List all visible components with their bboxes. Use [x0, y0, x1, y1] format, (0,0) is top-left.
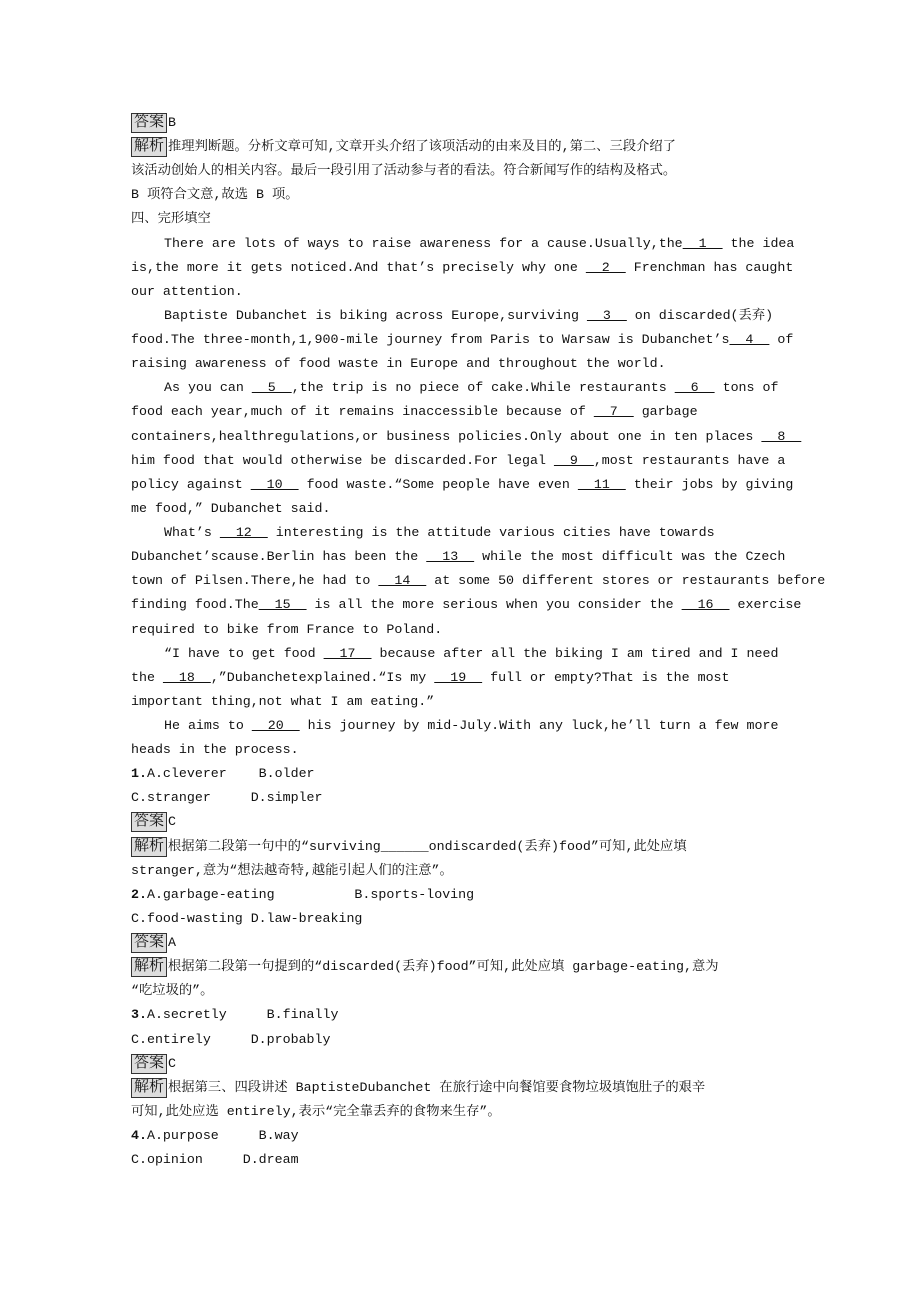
text-segment: C — [168, 814, 176, 830]
text-segment: ,the trip is no piece of cake.While restaurants — [291, 380, 675, 396]
text-line — [131, 112, 176, 134]
text-segment: 推理判断题。分析文章可知,文章开头介绍了该项活动的由来及目的,第二、三段介绍了 — [168, 139, 676, 155]
text-segment: Frenchman has caught — [625, 259, 794, 275]
cloze-blank: 5 — [251, 380, 292, 396]
analysis-label: 解析 — [131, 137, 167, 157]
answer-label: 答案 — [131, 113, 167, 133]
text-line — [131, 667, 730, 689]
text-segment: C.stranger D.simpler — [131, 790, 323, 806]
text-segment: Dubanchet’scause.Berlin has been the — [131, 549, 427, 565]
question-number: 1. — [131, 766, 147, 782]
text-segment: him food that would otherwise be discarded.For legal — [131, 452, 554, 468]
text-line — [131, 257, 793, 279]
text-segment: food.The three-month,1,900-mile journey from Paris to Warsaw is Dubanchet’s — [131, 332, 730, 348]
text-segment: B 项符合文意,故选 B 项。 — [131, 187, 299, 203]
text-line — [131, 1053, 176, 1075]
cloze-blank: 7 — [593, 404, 634, 420]
text-segment: full or empty?That is the most — [482, 669, 730, 685]
text-segment: 可知,此处应选 entirely,表示“完全靠丢弃的食物来生存”。 — [131, 1103, 501, 1119]
text-segment: 四、完形填空 — [131, 211, 211, 227]
text-segment: the idea — [722, 235, 795, 251]
text-segment: because after all the biking I am tired and I need — [371, 645, 779, 661]
text-line — [131, 305, 773, 327]
answer-label: 答案 — [131, 933, 167, 953]
text-line — [131, 474, 793, 496]
cloze-blank: 12 — [219, 525, 268, 541]
text-line — [131, 136, 676, 158]
text-segment: “吃垃圾的”。 — [131, 983, 214, 999]
cloze-blank: 10 — [250, 476, 299, 492]
text-line — [131, 908, 362, 930]
text-line — [131, 980, 213, 1002]
cloze-blank: 2 — [585, 259, 626, 275]
text-line — [131, 184, 299, 206]
text-segment: interesting is the attitude various cities have towards — [267, 525, 715, 541]
question-number: 4. — [131, 1128, 147, 1144]
text-segment: A.cleverer B.older — [146, 766, 315, 782]
text-segment: There are lots of ways to raise awareness for a cause.Usually,the — [164, 235, 683, 251]
text-segment: policy against — [131, 476, 251, 492]
text-segment: He aims to — [164, 718, 252, 733]
analysis-label: 解析 — [131, 957, 167, 977]
answer-label: 答案 — [131, 812, 167, 832]
text-segment: What’s — [164, 525, 220, 541]
text-segment: stranger,意为“想法越奇特,越能引起人们的注意”。 — [131, 862, 453, 878]
text-line — [131, 884, 474, 906]
text-segment: A.secretly B.finally — [146, 1007, 339, 1023]
text-segment: C.entirely D.probably — [131, 1031, 331, 1047]
text-line — [131, 281, 243, 303]
cloze-blank: 9 — [553, 452, 594, 468]
text-segment: containers,healthregulations,or business policies.Only about one in ten places — [131, 428, 762, 444]
text-line — [131, 353, 666, 375]
text-line — [131, 739, 299, 761]
cloze-blank: 19 — [434, 669, 483, 685]
text-segment: 根据第三、四段讲述 BaptisteDubanchet 在旅行途中向餐馆要食物垃圾填饱肚子的艰辛 — [168, 1079, 706, 1095]
text-segment: the — [131, 669, 163, 685]
text-segment: heads in the process. — [131, 742, 299, 758]
text-line — [131, 1077, 705, 1099]
cloze-blank: 15 — [258, 597, 307, 613]
text-segment: our attention. — [131, 283, 243, 299]
cloze-blank: 4 — [729, 332, 770, 348]
text-segment: C — [168, 1055, 176, 1071]
text-line — [131, 426, 801, 448]
text-segment: A.purpose B.way — [146, 1128, 299, 1144]
text-line — [131, 594, 801, 616]
cloze-blank: 8 — [761, 428, 802, 444]
text-line — [131, 329, 793, 351]
text-line — [131, 836, 687, 858]
text-segment: is,the more it gets noticed.And that’s precisely why one — [131, 259, 586, 275]
text-segment: As you can — [164, 380, 252, 396]
text-segment: ,”Dubanchetexplained.“Is my — [210, 669, 435, 685]
text-segment: “I have to get food — [164, 645, 324, 661]
text-line — [131, 546, 785, 568]
text-line — [131, 715, 778, 737]
cloze-blank: 17 — [323, 645, 372, 661]
text-line — [131, 401, 698, 423]
text-segment: ,most restaurants have a — [593, 452, 786, 468]
question-number: 2. — [131, 886, 147, 902]
answer-label: 答案 — [131, 1054, 167, 1074]
cloze-blank: 6 — [674, 380, 715, 396]
text-line — [131, 811, 176, 833]
text-segment: required to bike from France to Poland. — [131, 621, 443, 637]
text-line — [131, 522, 715, 544]
text-line — [131, 643, 778, 665]
text-line — [131, 498, 331, 520]
text-line — [131, 932, 176, 954]
text-line — [131, 233, 794, 255]
text-line — [131, 691, 434, 713]
cloze-blank: 3 — [586, 307, 627, 323]
text-line — [131, 1004, 338, 1026]
cloze-blank: 16 — [681, 597, 730, 613]
text-line — [131, 860, 453, 882]
cloze-blank: 20 — [251, 718, 300, 733]
text-line — [131, 160, 676, 182]
question-number: 3. — [131, 1007, 147, 1023]
text-line — [131, 208, 211, 230]
text-segment: on discarded(丢弃) — [626, 307, 774, 323]
text-segment: A.garbage-eating B.sports-loving — [146, 886, 475, 902]
text-line — [131, 570, 825, 592]
text-segment: his journey by mid-July.With any luck,he’ll turn a few more — [299, 718, 779, 733]
text-segment: garbage — [633, 404, 698, 420]
text-line — [131, 956, 719, 978]
text-line — [131, 1101, 501, 1123]
text-line — [131, 1149, 299, 1171]
cloze-blank: 11 — [577, 476, 626, 492]
analysis-label: 解析 — [131, 837, 167, 857]
text-segment: important thing,not what I am eating.” — [131, 693, 435, 709]
text-segment: me food,” Dubanchet said. — [131, 500, 331, 516]
text-segment: C.food-wasting D.law-breaking — [131, 910, 363, 926]
text-segment: tons of — [714, 380, 779, 396]
text-line — [131, 787, 323, 809]
text-segment: exercise — [729, 597, 802, 613]
text-segment: at some 50 different stores or restaurants before — [426, 573, 826, 589]
text-line — [131, 763, 315, 785]
text-segment: raising awareness of food waste in Europe and throughout the world. — [131, 356, 666, 372]
text-segment: food waste.“Some people have even — [298, 476, 578, 492]
text-segment: finding food.The — [131, 597, 259, 613]
cloze-blank: 18 — [162, 669, 211, 685]
text-line — [131, 1125, 299, 1147]
analysis-label: 解析 — [131, 1078, 167, 1098]
text-segment: 根据第二段第一句提到的“discarded(丢弃)food”可知,此处应填 garbage-eating,意为 — [168, 959, 719, 975]
text-segment: A — [168, 935, 176, 951]
text-line — [131, 619, 442, 641]
text-segment: B — [168, 115, 176, 130]
text-line — [131, 1029, 331, 1051]
text-segment: while the most difficult was the Czech — [474, 549, 786, 565]
text-segment: town of Pilsen.There,he had to — [131, 573, 379, 589]
text-segment: 该活动创始人的相关内容。最后一段引用了活动参与者的看法。符合新闻写作的结构及格式。 — [131, 163, 677, 179]
text-line — [131, 377, 778, 399]
cloze-blank: 13 — [426, 549, 475, 565]
text-segment: their jobs by giving — [625, 476, 794, 492]
text-segment: C.opinion D.dream — [131, 1152, 299, 1168]
text-segment: is all the more serious when you consider the — [306, 597, 682, 613]
text-line — [131, 450, 785, 472]
cloze-blank: 14 — [378, 573, 427, 589]
text-segment: of — [769, 332, 794, 348]
text-segment: 根据第二段第一句中的“surviving______ondiscarded(丢弃)food”可知,此处应填 — [168, 838, 687, 854]
text-segment: Baptiste Dubanchet is biking across Europe,surviving — [164, 307, 587, 323]
text-segment: food each year,much of it remains inaccessible because of — [131, 404, 594, 420]
cloze-blank: 1 — [682, 235, 723, 251]
